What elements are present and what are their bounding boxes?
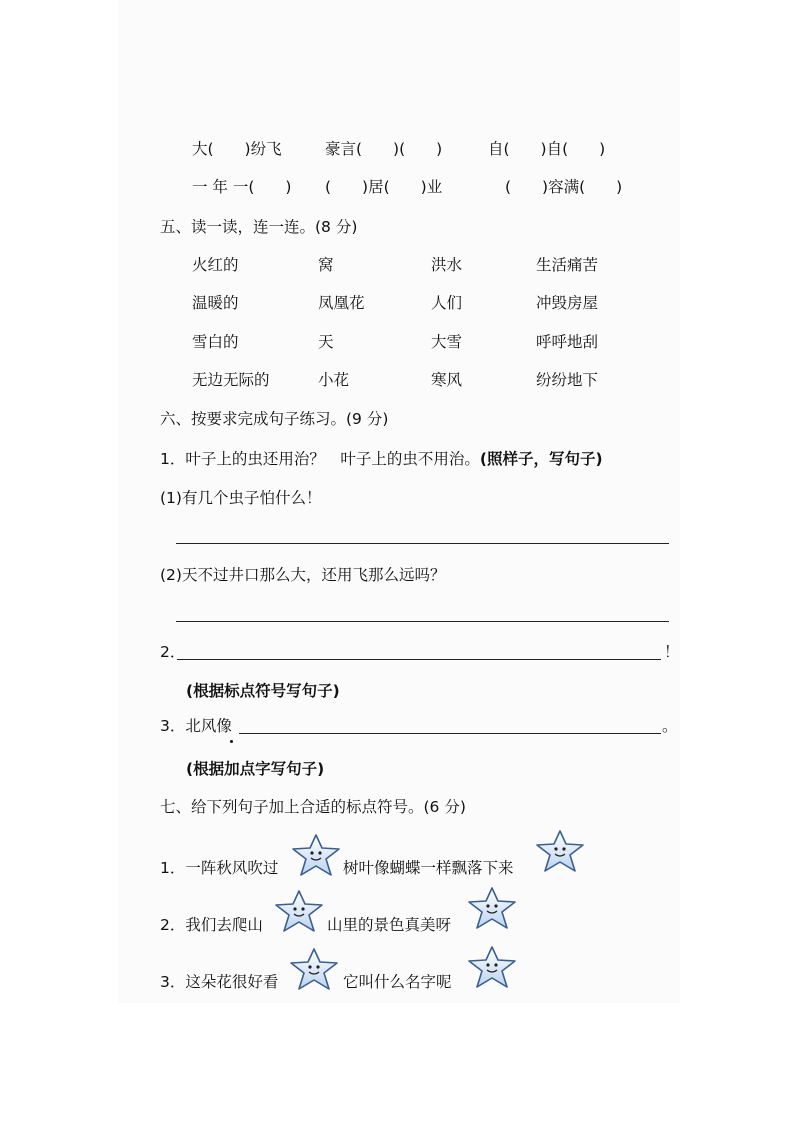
word-col2-4: 小花: [318, 371, 350, 389]
q3-end-mark: 。: [662, 717, 678, 735]
star-icon[interactable]: [466, 886, 518, 930]
idiom-6: ( )容满( ): [505, 178, 623, 196]
word-col3-1: 洪水: [431, 256, 463, 274]
s2-part-b: 山里的景色真美呀: [327, 916, 452, 934]
section-6-title: 六、按要求完成句子练习。(9 分): [160, 410, 389, 428]
s1-part-b: 树叶像蝴蝶一样飘落下来: [343, 859, 514, 877]
star-icon[interactable]: [534, 829, 586, 873]
word-col4-4: 纷纷地下: [536, 371, 599, 389]
q1-text: 1．叶子上的虫还用治？ 叶子上的虫不用治。: [160, 450, 480, 468]
star-icon[interactable]: [290, 833, 342, 877]
q3-prefix: 3．北风像: [160, 717, 232, 735]
s3-part-b: 它叫什么名字呢: [343, 973, 452, 991]
word-col2-2: 凤凰花: [318, 294, 365, 312]
word-col2-1: 窝: [318, 256, 334, 274]
idiom-4: 一 年 一( ): [192, 178, 292, 196]
q1-example: [160, 449, 603, 469]
s1-part-a: 1．一阵秋风吹过: [160, 859, 279, 877]
star-icon[interactable]: [273, 889, 325, 933]
q2-number: 2．: [160, 643, 186, 661]
q1-a-answer-line[interactable]: [176, 543, 669, 544]
idiom-5: ( )居( )业: [325, 178, 443, 196]
word-col1-1: 火红的: [192, 256, 239, 274]
idiom-3: 自( )自( ): [488, 140, 606, 158]
word-col1-4: 无边无际的: [192, 371, 270, 389]
word-col3-2: 人们: [431, 294, 463, 312]
word-col4-2: 冲毁房屋: [536, 294, 599, 312]
star-icon[interactable]: [288, 947, 340, 991]
q1-hint: (照样子，写句子): [479, 450, 603, 468]
word-col3-4: 寒风: [431, 371, 463, 389]
idiom-1: 大( )纷飞: [192, 140, 282, 158]
q3-answer-line[interactable]: [239, 733, 661, 734]
word-col4-1: 生活痛苦: [536, 256, 599, 274]
q2-answer-line[interactable]: [177, 659, 661, 660]
q3-hint: (根据加点字写句子): [186, 760, 325, 778]
q1-b-sentence: (2)天不过井口那么大，还用飞那么远吗？: [160, 566, 446, 584]
word-col1-2: 温暖的: [192, 294, 239, 312]
emphasis-dot: [230, 740, 233, 743]
q2-end-mark: ！: [664, 643, 680, 661]
word-col3-3: 大雪: [431, 333, 463, 351]
s2-part-a: 2．我们去爬山: [160, 916, 263, 934]
word-col1-3: 雪白的: [192, 333, 239, 351]
word-col2-3: 天: [318, 333, 334, 351]
q1-a-sentence: (1)有几个虫子怕什么！: [160, 489, 322, 507]
section-5-title: 五、读一读，连一连。(8 分): [160, 218, 358, 236]
idiom-2: 豪言( )( ): [325, 140, 443, 158]
star-icon[interactable]: [466, 945, 518, 989]
s3-part-a: 3．这朵花很好看: [160, 973, 279, 991]
word-col4-3: 呼呼地刮: [536, 333, 599, 351]
q2-hint: (根据标点符号写句子): [186, 682, 340, 700]
q1-b-answer-line[interactable]: [176, 621, 669, 622]
section-7-title: 七、给下列句子加上合适的标点符号。(6 分): [160, 798, 466, 816]
